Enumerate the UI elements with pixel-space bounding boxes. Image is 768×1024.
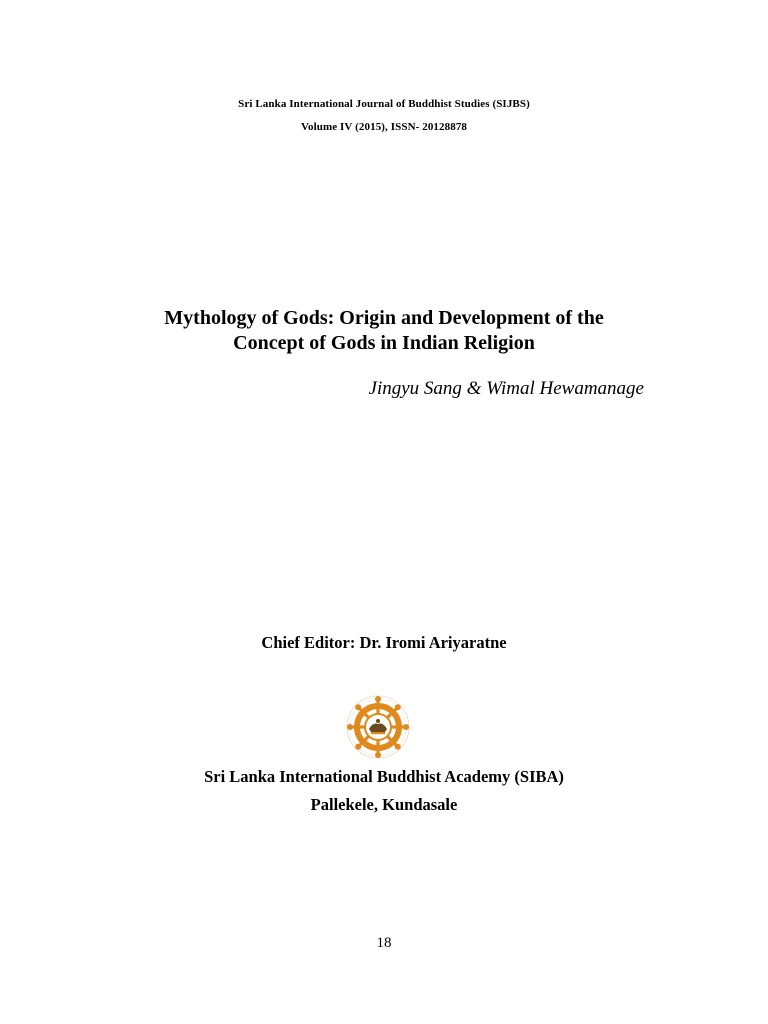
article-authors: Jingyu Sang & Wimal Hewamanage (368, 378, 644, 399)
page-number: 18 (376, 935, 392, 951)
journal-name: Sri Lanka International Journal of Buddhist Studies (SIJBS) (238, 98, 530, 110)
publisher-name: Sri Lanka International Buddhist Academy (SIBA) (204, 767, 564, 786)
chief-editor: Chief Editor: Dr. Iromi Ariyaratne (261, 633, 507, 652)
article-title-line-2: Concept of Gods in Indian Religion (233, 332, 535, 354)
article-title-line-1: Mythology of Gods: Origin and Development of the (164, 307, 604, 329)
publisher-place: Pallekele, Kundasale (310, 795, 458, 814)
journal-volume: Volume IV (2015), ISSN- 20128878 (300, 121, 468, 133)
dharma-wheel-logo-icon (344, 693, 412, 761)
